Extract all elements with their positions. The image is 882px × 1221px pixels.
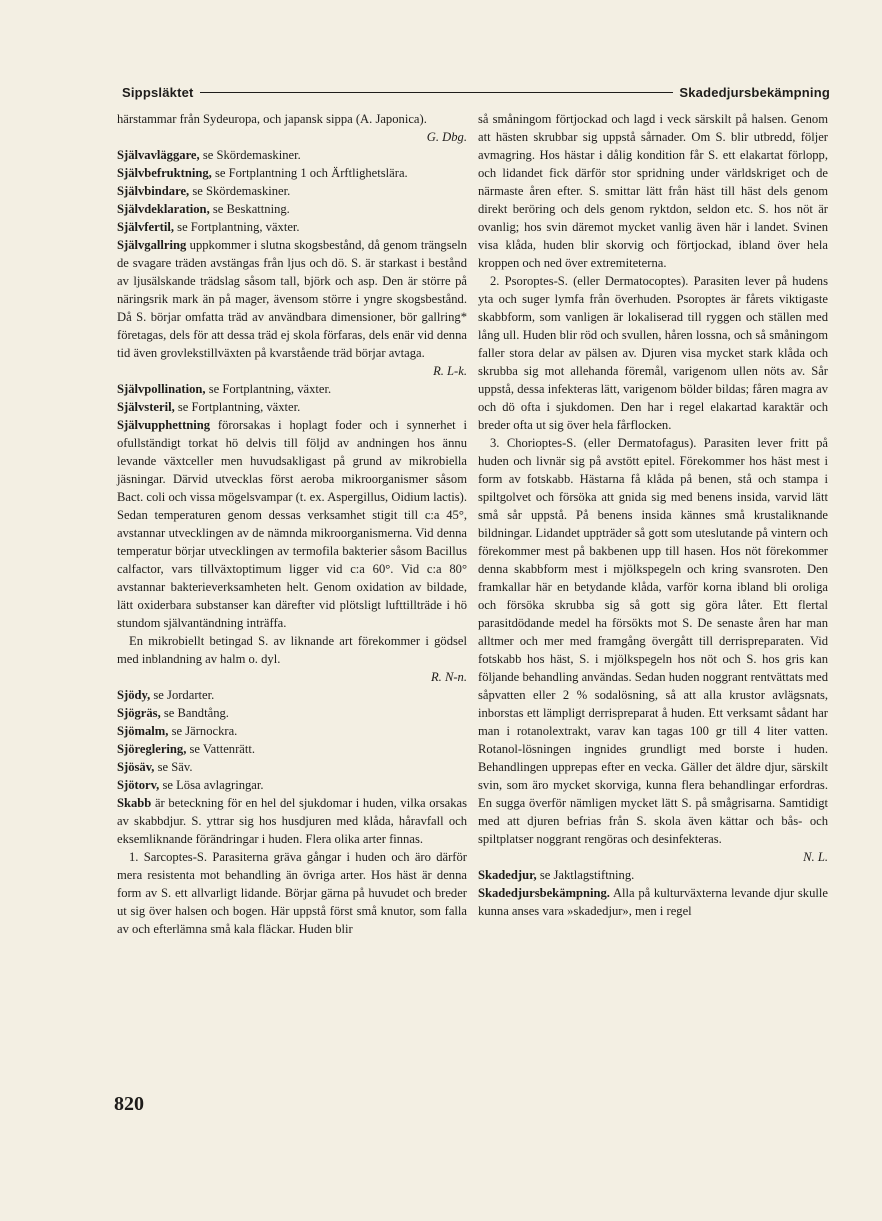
entry-text: se Skördemaskiner. [189,184,291,198]
entry-headword: Skadedjursbekämpning. [478,886,610,900]
entry-headword: Självsteril, [117,400,175,414]
article-entry [117,164,467,182]
entry-headword: Sjödy, [117,688,151,702]
entry-headword: Självdeklaration, [117,202,210,216]
author-signature: G. Dbg. [426,130,467,144]
article-entry [117,146,467,164]
entry-text: En mikrobiellt betingad S. av liknande art förekommer i gödsel med inblandning av halm o. dyl. [117,634,467,666]
entry-text: se Lösa avlagringar. [159,778,264,792]
entry-text: se Vattenrätt. [186,742,256,756]
article-entry [117,848,467,938]
entry-text: 3. Chorioptes-S. (eller Dermatofagus). Parasiten lever fritt på huden och livnär sig på avstött epitel. Förekommer hos häst mest i form av fotskabb. Hästarna få klåda på benen, stå och stampa i spiltgolvet och försöka att gnida sig med benens insida, varvid lätt små sår uppstå. På benens insida kännes små krustaliknande bildningar. Lidandet uppträder så gott som uteslutande på vintern och förekommer mest på bakbenen upp till hasen. Hos nöt förekommer denna skabbform mest i mjölkspegeln och kring svansroten. Den framkallar här en betydande klåda, varför korna ibland bli oroliga och försöka skrubba sig så gott sig göra låter. Ett flertal parasitdödande medel ha försökts mot S. De senaste åren har man alltmer och mer med framgång övergått till derrispreparaten. Vid fotskabb hos häst, S. i mjölkspegeln hos nöt och S. hos gris kan följande behandling användas. Sedan huden noggrant rentvättats med såpvatten eller 2 % sodalösning, så att alla krustor avlägsnats, inborstas ett lämpligt derrispreparat å huden. Ett verksamt sådant har man i rotanolextrakt, varav kan tagas 100 gr till 4 liter vatten. Rotanol-lösningen ingnides grundligt med borste i huden. Behandlingen upprepas efter en vecka. Gäller det äldre djur, särskilt svin, som äro mycket skorviga, kunna flera behandlingar erfordras. En sugga överför nämligen mycket lätt S. på smågrisarna. Samtidigt med att djuren befrias från S. skola även kättar och bås- och spiltplatser noggrant rengöras och desinfekteras. [478,436,828,846]
entry-text: se Skördemaskiner. [199,148,301,162]
article-entry [478,110,828,272]
entry-text: så småningom förtjockad och lagd i veck särskilt på halsen. Genom att hästen skrubbar sig uppstå sårnader. Om S. blir utbredd, följer avmagring. Hos hästar i dålig kondition får S. ett elakartat förlopp, och lidandet fick därför stor spridning under världskriget och de närmaste åren efter. S. smittar lätt från häst till häst dels genom direkt beröring och dels genom ryktdon, seldon etc. S. hos nöt är ovanlig; hos svin däremot mycket vanlig även här i landet. Svinen visa klåda, huden blir skorvig och förtjockad, ibland över hela kroppen och ned över extremiteterna. [478,112,828,270]
left-column [117,110,467,938]
entry-headword: Självavläggare, [117,148,200,162]
article-entry [117,110,467,146]
running-head-rule [200,92,674,93]
entry-text: se Bandtång. [160,706,229,720]
article-entry [117,200,467,218]
entry-text: se Jaktlagstiftning. [536,868,635,882]
entry-headword: Sjötorv, [117,778,160,792]
article-entry [117,380,467,398]
article-entry [117,182,467,200]
entry-text: Alla på kulturväxterna levande djur skulle kunna anses vara »skadedjur», men i regel [478,886,828,918]
author-signature: R. L-k. [433,364,467,378]
article-entry [117,686,467,704]
article-entry [117,758,467,776]
entry-text: se Säv. [154,760,193,774]
entry-text: se Fortplantning 1 och Ärftlighetslära. [211,166,408,180]
article-entry [117,236,467,380]
entry-headword: Sjöreglering, [117,742,187,756]
article-entry [117,416,467,632]
entry-text: 1. Sarcoptes-S. Parasiterna gräva gångar i huden och äro därför mera resistenta mot behandling än övriga arter. Hos häst är denna form av S. ett allvarligt lidande. Börjar gärna på huvudet och breder ut sig över halsen och bogen. Här uppstå först små knutor, som falla av och efterlämna små kala fläckar. Huden blir [117,850,467,936]
entry-headword: Sjösäv, [117,760,155,774]
article-entry [117,218,467,236]
entry-headword: Självbefruktning, [117,166,212,180]
right-column [478,110,828,920]
entry-headword: Självbindare, [117,184,190,198]
entry-text: se Järnockra. [168,724,238,738]
entry-text: se Jordarter. [150,688,215,702]
page-number: 820 [114,1093,144,1115]
entry-headword: Sjömalm, [117,724,169,738]
entry-text: härstammar från Sydeuropa, och japansk sippa (A. Japonica). [117,112,427,126]
article-entry [478,866,828,884]
entry-text: är beteckning för en hel del sjukdomar i huden, vilka orsakas av skabbdjur. S. yttrar sig hos husdjuren med klåda, håravfall och eksemliknande förändringar i huden. Flera olika arter finnas. [117,796,467,846]
entry-headword: Självfertil, [117,220,175,234]
entry-text: se Fortplantning, växter. [205,382,332,396]
running-head [122,82,830,102]
entry-text: se Fortplantning, växter. [174,400,301,414]
article-entry [117,398,467,416]
article-entry [117,776,467,794]
entry-headword: Skadedjur, [478,868,537,882]
entry-text: förorsakas i hoplagt foder och i synnerhet i ofullständigt torkat hö delvis till följd av andningen hos ännu levande växtceller men huvudsakligast på grund av mikrobiella jäsningar. Därvid utvecklas först aeroba mikroorganismer såsom Bact. coli och vissa mögelsvampar (t. ex. Aspergillus, Oidium lactis). Sedan temperaturen genom dessas verksamhet stigit till c:a 45°, avstannar utvecklingen av de nämnda mikroorganismerna. Vid denna temperatur börjar utvecklingen av termofila bakterier såsom Bacillus calfactor, vars tillväxtoptimum ligger vid c:a 60°. Vid c:a 80° avstannar bakterieverksamheten helt. Genom oxidation av bildade, lätt oxiderbara substanser kan därefter vid plötsligt lufttillträde i hö stundom självantändning inträffa. [117,418,467,630]
article-entry [117,704,467,722]
entry-text: se Fortplantning, växter. [174,220,300,234]
author-signature: R. N-n. [430,670,467,684]
entry-headword: Sjögräs, [117,706,161,720]
running-head-right: Skadedjursbekämpning [679,84,830,100]
entry-headword: Självgallring [117,238,187,252]
article-entry [117,722,467,740]
entry-headword: Självpollination, [117,382,206,396]
running-head-left: Sippsläktet [122,84,194,100]
entry-text: se Beskattning. [209,202,290,216]
article-entry [117,794,467,848]
article-entry [478,884,828,920]
entry-text: uppkommer i slutna skogsbestånd, då genom trängseln de svagare träden avstängas från ljus och dö. S. är starkast i bestånd av ljusälskande trädslag såsom tall, björk och asp. Den är större på näringsrik mark än på mager, ävensom större i yngre skogsbestånd. Då S. börjar omfatta träd av användbara dimensioner, bör gallring* företagas, dels för att dessa träd ej skola förfaras, dels enär vid denna tid även grovlekstillväxten på kvarstående träd börjar avtaga. [117,238,467,360]
entry-headword: Självupphettning [117,418,211,432]
entry-headword: Skabb [117,796,152,810]
article-entry [117,740,467,758]
entry-text: 2. Psoroptes-S. (eller Dermatocoptes). Parasiten lever på hudens yta och suger lymfa från överhuden. Psoroptes är fårets viktigaste skabbform, som vanligen är lokaliserad till ryggen och ställen med lång ull. Huden blir röd och svullen, håren lossna, och så småningom faller stora delar av pälsen av. Djuren visa mycket stark klåda och skrubba sig mot allehanda föremål, varigenom ullen nöts av. Sår uppstå, dessa infekteras lätt, varigenom bölder bildas; fåren magra av och dö ofta i sjukdomen. Den har i regel elakartad karaktär och breder ofta ut sig över hela fårflocken. [478,274,828,432]
article-entry [117,632,467,686]
article-entry [478,272,828,434]
author-signature: N. L. [803,850,828,864]
article-entry [478,434,828,866]
